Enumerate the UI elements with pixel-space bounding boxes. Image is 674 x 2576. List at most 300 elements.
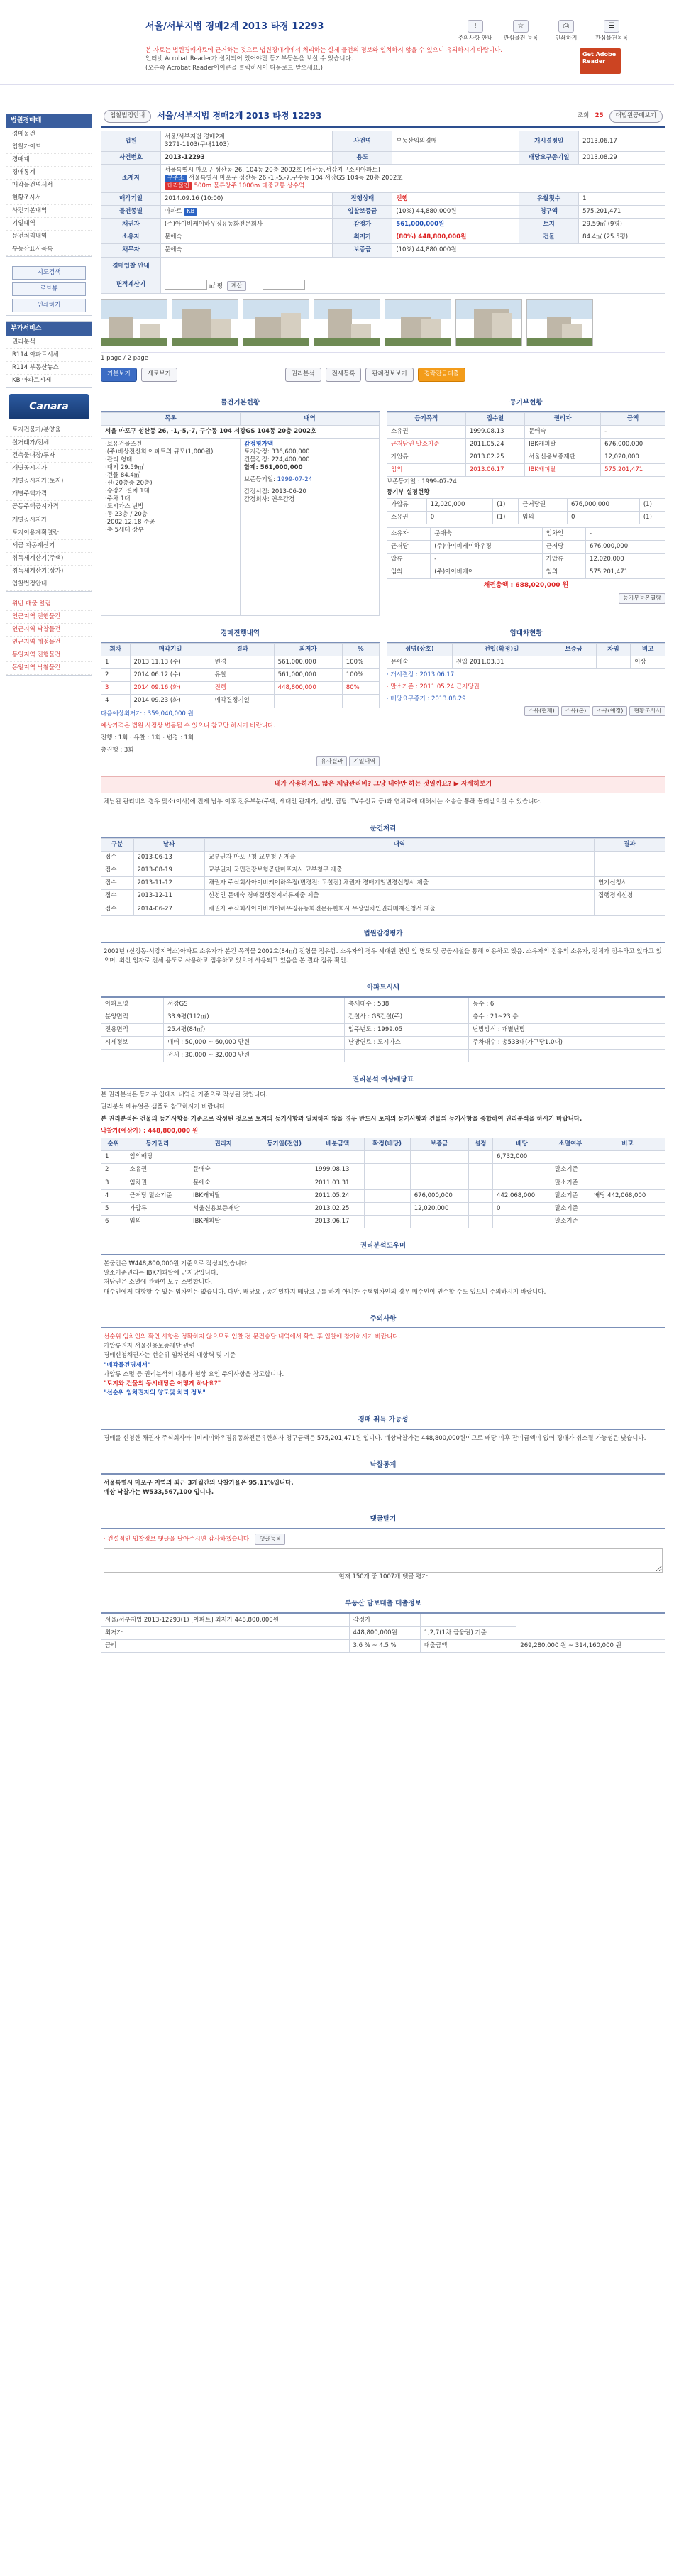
property-table: 목록 내역 서울 마포구 성산동 26, -1,-5,-7, 구수동 104 서강GS 104동 20층 2002호 ·보유건물조건 ·(주)비상전신희 아파트의 규모(1,000원) ·관리 형태 ·대지 29.59㎡ ·건물 84.4㎡ ·신(20층중 20층) ·승강기 설치 1대 ·주차 1대 ·도시가스 난방 ·동 23층 / 20층 ·2002.12.18 준공 ·총 5세대 장부 감정평가액 토지감정: 336,600,000 건물감정: 224,400,000 합계: 561,000,000 보존등기일: 1999-07-24 감정시점: 2013-06-20 감정회사: 연우감정 [101,412,380,616]
similar-results-button[interactable]: 유사결과 [316,756,347,766]
canara-logo[interactable]: Canara [9,394,89,419]
table-cell: 말소기준 [551,1164,590,1177]
registry-party-row [387,528,665,541]
column-header: 등기권리 [126,1138,189,1151]
sidebar-item[interactable]: 건축물대장/투자 [6,450,92,463]
sidebar-map-buttons [6,263,92,316]
table-cell: 분양면적 [101,1011,164,1023]
table-cell [101,1049,164,1062]
sidebar-item[interactable]: 권리분석 [6,336,92,349]
table-cell: 근저당 [542,541,585,554]
table-cell: 3.6 % ~ 4.5 % [349,1639,420,1652]
analysis-line: 본물건은 ₩448,800,000원 기준으로 작성되었습니다. [104,1260,249,1268]
table-cell: 임의 [126,1215,189,1228]
sidebar-item[interactable]: 인근지역 예정물건 [6,637,92,649]
column-header: 구분 [101,839,134,852]
sidebar-extra-section: 부가서비스 권리분석 R114 아파트시세 R114 부동산뉴스 KB 아파트시세 [6,321,92,388]
table-cell: 4 [101,695,131,708]
sidebar-item[interactable]: 위반 매물 알림 [6,598,92,611]
column-header: 비고 [631,644,665,656]
adobe-reader-button[interactable]: Get Adobe Reader [580,48,621,74]
sidebar-item[interactable]: 실거래가/전세 [6,437,92,450]
table-cell: (1) [493,499,519,512]
document-table [101,838,665,915]
table-cell: 말소기준 [551,1215,590,1228]
table-cell: IBK캐피탈 [525,438,601,451]
table-cell: 임의 [387,464,466,477]
table-cell [596,656,631,669]
registry-summary-row [387,512,665,524]
sidebar-item[interactable]: 토지건물가/분양율 [6,424,92,437]
property-photo[interactable] [314,299,380,346]
property-line: ·건물 84.4㎡ [105,472,140,480]
deposit: (10%) 44,880,000원 [392,206,519,219]
table-cell: 서울신용보증재단 [189,1202,258,1215]
sidebar-item[interactable]: 개별공시지가(토지) [6,475,92,488]
sidebar-item[interactable]: 인근지역 낙찰물건 [6,624,92,637]
table-cell: 난방방식 : 개별난방 [469,1023,665,1036]
sidebar-tools [6,424,92,592]
registry-row [387,464,665,477]
precedent-button[interactable]: 판례정보보기 [365,368,413,381]
column-header: 보증금 [551,644,596,656]
property-line: ·2002.12.18 준공 [105,519,155,527]
table-cell: 전입 2011.03.31 [452,656,551,669]
table-cell [594,852,665,864]
table-cell: 가압류 [126,1202,189,1215]
registry-summary-row [387,499,665,512]
pyeong-input[interactable] [263,280,305,290]
apt-price-row [101,1036,665,1049]
comment-title: 댓글달기 [101,1512,665,1529]
sidebar-item[interactable]: 현황조사서 [6,192,92,205]
side-print-button[interactable]: 인쇄하기 [12,299,86,312]
table-cell: 신청인 문애숙 경매집행정지서류제출 제출 [204,890,594,903]
column-header: 권리자 [189,1138,258,1151]
table-cell: 진행 [211,682,274,695]
registry-party-row [387,566,665,579]
table-cell: 2 [101,1164,126,1177]
table-cell: 문애숙 [431,528,542,541]
star-icon: ☆ [513,20,529,33]
table-cell: IBK캐피탈 [525,464,601,477]
property-photo[interactable] [172,299,238,346]
table-cell: - [601,425,665,438]
table-cell: 2 [101,669,131,682]
table-cell [364,1215,410,1228]
info-icon: ! [468,20,483,33]
table-cell: 0 [567,512,639,524]
calc-button[interactable]: 계산 [227,281,246,291]
column-header: 전입(확정)일 [452,644,551,656]
table-cell: 이상 [631,656,665,669]
registry-row [387,425,665,438]
table-cell: 말소기준 [551,1177,590,1189]
registry-parties-table [387,527,665,579]
table-cell: 575,201,471 [586,566,665,579]
page-title: 서울/서부지법 경매2계 2013 타경 12293 [145,21,324,32]
table-cell: 근저당권 [519,499,568,512]
sidebar-item[interactable]: 입찰법정안내 [6,578,92,591]
column-header: 날짜 [133,839,204,852]
table-cell: 최저가 [101,1626,350,1639]
apt-price-table [101,998,665,1062]
table-cell [493,1164,551,1177]
table-cell: 유찰 [211,669,274,682]
property-line: ·신(20층중 20층) [105,480,153,488]
table-cell: 소유권 [387,425,466,438]
sidebar-item[interactable]: 기일내역 [6,218,92,231]
table-cell: (주)아이비케이하우징 [431,541,542,554]
table-cell: 676,000,000 [586,541,665,554]
table-cell: 12,020,000 [426,499,492,512]
table-cell [420,1614,516,1626]
table-cell: (주)아이비케이 [431,566,542,579]
table-cell: 676,000,000 [601,438,665,451]
history-row [101,669,380,682]
table-cell: 감정가 [349,1614,420,1626]
table-cell [468,1164,493,1177]
table-cell: 0 [493,1202,551,1215]
table-cell: 6 [101,1215,126,1228]
deposit-rate: (10%) 44,880,000원 [392,244,665,257]
table-cell: 가압류 [542,554,585,566]
comment-input[interactable] [104,1548,663,1573]
sidebar-item[interactable]: 세금 자동계산기 [6,540,92,553]
table-cell [364,1189,410,1202]
registry-party-row [387,541,665,554]
rights-analysis-button[interactable]: 권리분석 [285,368,321,381]
table-cell [590,1164,665,1177]
table-cell: 4 [101,1189,126,1202]
table-cell: 교부권자 마포구청 교부청구 제출 [204,852,594,864]
address-old: 서울특별시 마포구 성산동 26 -1,-5,-7,구수동 104 서강GS 104동 20층 2002호 [188,175,403,182]
table-cell: 동수 : 6 [469,998,665,1011]
comment-register-button[interactable]: 댓글등록 [255,1534,285,1545]
table-cell [468,1151,493,1164]
tenant-table [387,643,665,669]
sidebar-item[interactable]: 동일지역 진행물건 [6,649,92,662]
distribution-row [101,1215,665,1228]
schedule-button[interactable]: 기일내역 [349,756,380,766]
registry-row [387,451,665,463]
property-photo[interactable] [243,299,309,346]
table-cell: 2013-11-12 [133,877,204,890]
sidebar-item[interactable]: 매각물건명세서 [6,180,92,192]
table-cell: 448,800,000 [274,682,342,695]
tenant-action-button[interactable]: 현황조사서 [629,706,665,716]
table-cell: 임의 [519,512,568,524]
address: 서울특별시 마포구 성산동 26, 104동 20층 2002호 (성산동,서강지구소시아파트) [165,167,380,175]
table-cell: 가압류 [387,499,427,512]
table-cell: 2011.03.31 [311,1177,364,1189]
table-cell: 6,732,000 [493,1151,551,1164]
case-info-table: 법원 서울/서부지법 경매2계 3271-1103(구내1103) 사건명 부동산임의경매 개시결정일 2013.06.17 사건번호 2013-12293 용도 배당요구종기일 2013.08.29 소재지 서울특별시 마포구 성산동 26, 104동 20층 2002호 (성산동,서강지구소시아파트) 구주소 서울특별시 마포구 성산동 26 -1,-5,-7,구수동 104 서강GS 104동 20층 2002호 매각물건 500m 물류창주 1000m 대중교통 상수역 매각기일 2014.09.16 (10:00) 진행상태 진행 유찰횟수 1 물건종별 아파트 KB 입찰보증금 (10%) 44,880,000원 청구액 575,201,471 채권자 (주)아이비케이하우징유동화전문회사 감정가 561,000,000원 토지 29.59㎡ (9평) 소유자 문애숙 최저가 (80%) 448,800,000원 건물 84.4㎡ (25.5평) 채무자 문애숙 보증금 (10%) 44,880,000원 경매입찰 안내 면적계산기 ㎡ 평 계산 [101,131,665,294]
table-cell [551,656,596,669]
sidebar-item[interactable]: 경매물건 [6,128,92,141]
table-cell: 입주년도 : 1999.05 [344,1023,468,1036]
table-cell [594,864,665,877]
rights-note: 본 권리분석은 등기부 입대자 내역을 기준으로 작성된 것입니다. [101,1091,268,1099]
sidebar-item[interactable]: 동일지역 낙찰물건 [6,662,92,675]
table-cell [342,695,379,708]
column-header: 소멸여부 [551,1138,590,1151]
registry-table [387,412,665,477]
table-cell: 근저당 [387,541,431,554]
case-number: 2013-12293 [161,152,333,165]
table-cell: 임차인 [542,528,585,541]
table-cell: 1 [101,1151,126,1164]
document-title: 문건처리 [101,821,665,838]
table-cell: 건설사 : GS건설(주) [344,1011,468,1023]
tag-red: 매각물건 [165,182,192,189]
apt-price-row [101,998,665,1011]
jeonse-button[interactable]: 전세등록 [326,368,362,381]
table-cell [344,1049,468,1062]
table-cell: 561,000,000 [274,669,342,682]
action-bar [101,365,665,385]
tenant-action-button[interactable]: 소유(현재) [524,706,559,716]
arrears-warning[interactable]: 내가 사용하지도 않은 체납관리비? 그냥 내야만 하는 것일까요? ▶ 자세히보기 [101,776,665,793]
table-cell: 근저당 말소기준 [126,1189,189,1202]
table-cell: 총세대수 : 538 [344,998,468,1011]
bid-stats-title: 낙찰통계 [101,1458,665,1475]
sidebar-item[interactable]: 토지이용계획열람 [6,527,92,540]
table-cell: 임차권 [126,1177,189,1189]
history-row [101,682,380,695]
table-cell: 2011.05.24 [465,438,524,451]
table-cell: 매매 : 50,000 ~ 60,000 만원 [164,1036,345,1049]
table-cell: 448,800,000원 [349,1626,420,1639]
table-cell: 25.4평(84㎡) [164,1023,345,1036]
header-notice: 본 자료는 법원경매자료에 근거하는 것으로 법원경매계에서 처리하는 실제 물건의 정보와 일치하지 않을 수 있으니 유의하시기 바랍니다. 인터넷 Acrobat Reader가 설치되어 있어야만 등기부등본을 보실 수 있습니다. (오른쪽 Acrobat Reader아이콘을 클릭하시어 다운로드 받으세요.) [145,47,503,72]
column-header: 내역 [204,839,594,852]
tenant-action-button[interactable]: 소유(본) [561,706,590,716]
sidebar-item[interactable]: 개별공시지가 [6,463,92,475]
arrears-text: 체납된 관리비의 경우 맞소(이사)에 전제 납부 이후 전유부분(주택, 세대인 관계가, 난방, 급탕, TV수신료 등)과 연체료에 대해서는 소송을 통해 돌려받으실 수 있습니다. [104,798,542,805]
column-header: 매각기일 [130,644,211,656]
table-cell: 561,000,000 [274,656,342,669]
property-line: ·(주)비상전신희 아파트의 규모(1,000원) [105,448,214,456]
deadline: 2013.08.29 [579,152,665,165]
table-cell: 가압류 [387,451,466,463]
property-title: 물건기본현황 [101,395,380,412]
appraisal-title: 법원감정평가 [101,926,665,943]
table-cell [410,1151,468,1164]
print-button[interactable]: ⎙ 인쇄하기 [546,20,586,42]
table-cell [258,1177,311,1189]
apt-price-row [101,1011,665,1023]
sidebar-item[interactable]: 문건처리내역 [6,231,92,243]
table-cell: 12,020,000 [586,554,665,566]
caution-button[interactable]: ! 주의사항 안내 [455,20,495,42]
roadview-button[interactable]: 로드뷰 [12,282,86,296]
watch-register-button[interactable]: ☆ 관심물건 등록 [501,20,541,42]
loan-table [101,1614,665,1653]
map-search-button[interactable]: 지도검색 [12,266,86,280]
property-photo[interactable] [455,299,522,346]
sidebar-item[interactable]: 취득세계산기(상가) [6,566,92,578]
sidebar-item[interactable]: 입찰가이드 [6,141,92,154]
list-icon: ☰ [604,20,619,33]
distribution-row [101,1164,665,1177]
table-cell: 2013-08-19 [133,864,204,877]
column-header: 설정 [468,1138,493,1151]
column-header: 회차 [101,644,131,656]
table-cell: 33.9평(112㎡) [164,1011,345,1023]
table-cell: 3 [101,682,131,695]
property-photo[interactable] [526,299,593,346]
minimum: (80%) 448,800,000원 [392,231,519,244]
column-header: 배당 [493,1138,551,1151]
table-cell [364,1151,410,1164]
table-cell: 교부권자 국민건강보험공단마포지사 교부청구 제출 [204,864,594,877]
table-cell [258,1164,311,1177]
table-cell: 층수 : 21~23 층 [469,1011,665,1023]
loan-row [101,1626,665,1639]
table-cell: IBK캐피탈 [189,1215,258,1228]
column-header: 비고 [590,1138,665,1151]
column-header: 결과 [211,644,274,656]
table-cell: 1999.08.13 [311,1164,364,1177]
table-cell: 0 [426,512,492,524]
table-cell: 말소기준 [551,1189,590,1202]
distribution-row [101,1189,665,1202]
table-cell: 2014.09.16 (화) [130,682,211,695]
event-name: 부동산임의경매 [392,131,519,152]
table-cell: 채권자 주식회사아이비케이하우징(변경전: 고설진) 채권자 경매기일변경신청서 제출 [204,877,594,890]
sidebar-item[interactable]: 취득세계산기(주택) [6,553,92,566]
table-cell [364,1202,410,1215]
sidebar-item[interactable]: 경매통계 [6,167,92,180]
table-cell [410,1164,468,1177]
table-cell: 말소기준 [551,1202,590,1215]
rights-note: 본 권리분석은 건물의 등기사항을 기준으로 작성된 것으로 토지의 등기사항과 일치하지 않을 경우 반드시 토지의 등기사항과 건물의 등기사항을 종합하여 권리분석을 하시기 바랍니다. [101,1116,582,1123]
building-area: 84.4㎡ (25.5평) [579,231,665,244]
addr-tag: 구주소 [165,175,187,182]
table-cell: 2013.11.13 (수) [130,656,211,669]
watch-list-button[interactable]: ☰ 관심물건목록 [592,20,631,42]
table-cell: 서울/서부지법 2013-12293(1) [아파트] 최저가 448,800,000원 [101,1614,350,1626]
sidebar-item[interactable]: R114 부동산뉴스 [6,362,92,375]
sidebar-item[interactable]: KB 아파트시세 [6,375,92,387]
table-cell: - [431,554,542,566]
analysis-line: 저당권은 소멸에 관하여 모두 소멸합니다. [104,1279,213,1287]
sidebar-item[interactable]: R114 아파트시세 [6,349,92,362]
sidebar-item[interactable]: 경매계 [6,154,92,167]
table-cell: (1) [493,512,519,524]
table-cell [258,1189,311,1202]
court-name: 서울/서부지법 경매2계 [165,133,225,141]
table-cell: 임의 [387,566,431,579]
table-cell [469,1049,665,1062]
main-content: 입찰법정안내 서울/서부지법 경매2계 2013 타경 12293 조회 : 25 대법원공매보기 법원 서울/서부지법 경매2계 3271-1103(구내1103) 사건명 부동산임의경매 개시결정일 2013.06.17 사건번호 2013-12293 용도 배당요구종기일 2013.08.29 소재지 서울특별시 마포구 성산동 26, 104동 20층 2002호 (성산동,서강지구소시아파트) 구주소 서울특별시 마포구 성산동 26 -1,-5,-7,구수동 104 서강GS 104동 20층 2002호 매각물건 500m 물류창주 1000m 대중교통 상수역 매각기일 2014.09.16 (10:00) 진행상태 진행 유찰횟수 1 물건종별 아파트 KB 입찰보증금 (10%) 44,880,000원 청구액 575,201,471 채권자 (주)아이비케이하우징유동화전문회사 감정가 561,000,000원 토지 29.59㎡ (9평) 소유자 문애숙 최저가 (80%) 448,800,000원 건물 84.4㎡ (25.5평) 채무자 문애숙 보증금 (10%) 44,880,000원 경매입찰 안내 면적계산기 ㎡ 평 계산 1 page / 2 page 기본보기 세로보기 권리분석 전세등록 판례정보보기 경락잔금대출 물건기본현황 목록 내역 서울 마포구 성산동 26, -1,-5,-7, 구수동 104 서강GS 104동 20층 2002호 ·보유건물조건 ·(주)비상전신희 아파트의 규모(1,000원) ·관리 형태 ·대지 29.59㎡ ·건물 84.4㎡ ·신(20층중 20층) ·승강기 설치 1대 ·주차 1대 ·도시가스 난방 ·동 23층 / 20층 ·2002.12.18 준공 ·총 5세대 장부 감정평가액 토지감정: 336,600,000 건물감정: 224,400,000 합계: 561,000,000 보존등기일: 1999-07-24 감정시점: 2013-06-20 감정회사: 연우감정 등기부현황 등기목적 접수일 권리자 금액 소유권 1999.08.13 문애숙 - 근저당권 말소기준 2011.05.24 IBK캐피탈 676,000,000 가압류 2013.02.25 서울신용보증재단 12,020,000 임의 2013.06.17 IBK캐피탈 575,201,471 보존등기일 : 1999-07-24 등기부 설정현황 가압류 12,020,000 (1) 근저당권 676,000,000 (1) 소유권 0 (1) 임의 0 (1) 소유자 문애숙 임차인 - 근저당 (주)아이비케이하우징 근저당 676,000,000 압류 - 가압류 12,020,000 임의 (주)아이비케이 임의 575,201,471 채권총액 : 688,020,000 원 등기부등본열람 경매진행내역 회차 매각기일 결과 최저가 % 1 2013.11.13 (수) 변경 561,000,000 100% 2 2014.06.12 (수) 유찰 561,000,000 100% 3 2014.09.16 (화) 진행 448,800,000 80% 4 2014.09.23 (화) 매각결정기일 다음예상최저가 : 359,040,000 원 예상가격은 법원 사정상 변동될 수 있으니 참고만 하시기 바랍니다. 진행 : 1회 · 유찰 : 1회 · 변경 : 1회 총진행 : 3회 유사결과 기일내역 임대차현황 성명(상호) 전입(확정)일 보증금 차임 비고 문애숙 전입 2011.03.31 이상 · 개시결정 : 2013.06.17 · 말소기준 : 2011.05.24 근저당권 · 배당요구종기 : 2013.08.29 소유(현재) 소유(본) 소유(예정) 현황조사서 내가 사용하지도 않은 체납관리비? 그냥 내야만 하는 것일까요? ▶ 자세히보기 체납된 관리비의 경우 맞소(이사)에 전제 납부 이후 전유부분(주택, 세대인 관계가, 난방, 급탕, TV수신료 등)과 연체료에 대해서는 소송을 통해 돌려받으실 수 있습니다. 문건처리 구분 날짜 내역 결과 접수 2013-06-13 교부권자 마포구청 교부청구 제출 접수 2013-08-19 교부권자 국민건강보험공단마포지사 교부청구 제출 접수 2013-11-12 채권자 주식회사아이비케이하우징(변경전: 고설진) 채권자 경매기일변경신청서 제출 연기신청서 접수 2013-12-11 신청인 문애숙 경매집행정지서류제출 제출 집행정지신청 접수 2014-06-27 채권자 주식회사아이비케이하우징유동화전문유한회사 무상임차인권리배제신청서 제출 법원감정평가 2002년 (신정동-서강지역소)아파트 소유자가 본건 목적물 2002호(84㎡) 전형물 점유함. 소유자의 경우 세대원 연안 앞 명도 및 공공시설을 통해 이용하고 있음. 소유자의 점유의 소유자, 전체가 점유하고 있다고 있으며, 최선 입자로 전세 용도로 사용하고 점유하고 있으며 사용되고 있음을 본 결과 점유 확인. 아파트시세 아파트명 서강GS 총세대수 : 538 동수 : 6 분양면적 33.9평(112㎡) 건설사 : GS건설(주) 층수 : 21~23 층 전용면적 25.4평(84㎡) 입주년도 : 1999.05 난방방식 : 개별난방 시세정보 매매 : 50,000 ~ 60,000 만원 난방연료 : 도시가스 주차대수 : 총533대(가구당1.0대) 전세 : 30,000 ~ 32,000 만원 권리분석 예상배당표 본 권리분석은 등기부 입대자 내역을 기준으로 작성된 것입니다. 권리분석 매뉴얼은 샘플로 참고하시기 바랍니다. 본 권리분석은 건물의 등기사항을 기준으로 작성된 것으로 토지의 등기사항과 일치하지 않을 경우 반드시 토지의 등기사항과 건물의 등기사항을 종합하여 권리분석을 하시기 바랍니다. 낙찰가(예상가) : 448,800,000 원 순위 등기권리 권리자 등기일(전입) 배분금액 확정(배당) 보증금 설정 배당 소멸여부 비고 1 임의배당 6,732,000 2 소유권 문애숙 1999.08.13 말소기준 3 임차권 문애숙 2011.03.31 말소기준 4 근저당 말소기준 IBK캐피탈 2011.05.24 676,000,000 442,068,000 말소기준 배당 442,068,000 5 가압류 서울신용보증재단 2013.02.25 12,020,000 0 말소기준 6 임의 IBK캐피탈 2013.06.17 말소기준 권리분석도우미 본물건은 ₩448,800,000원 기준으로 작성되었습니다. 말소기준권리는 IBK캐피탈에 근저당입니다. 저당권은 소멸에 관하여 모두 소멸합니다. 매수인에게 대항할 수 있는 임차인은 없습니다. 다만, 배당요구종기일까지 배당요구를 하지 아니한 주택임차인의 경우 매수인이 인수할 수도 있으니 주의하시기 바랍니다. 주의사항 선순위 임차인의 확인 사항은 정확하지 않으므로 입찰 전 문건송달 내역에서 확인 후 입찰에 참가하시기 바랍니다. 가압류권자 서울신용보증재단 관련 경매신청채권자는 선순위 임차인의 대항력 및 기준 "매각물건명세서" 가압류 소멸 등 권리분석의 내용과 현상 요인 주의사항을 참고합니다. "토지와 건물의 동시배당은 어떻게 하나요?" "선순위 임차권자의 양도및 처리 정보" 경매 취득 가능성 경매를 신청한 채권자 주식회사아이비케이하우징유동화전문유한회사 청구금액은 575,201,471원 입니다. 예상낙찰가는 448,800,000원이므로 배당 이후 잔여금액이 없어 경매가 취소될 가능성은 낮습니다. 낙찰통계 서울특별시 마포구 지역의 최근 3개월간의 낙찰가율은 95.11%입니다. 예상 낙찰가는 ₩533,567,100 입니다. 댓글달기 · 건설적인 입찰정보 댓글을 달아주시면 감사하겠습니다. 댓글등록 현재 150개 중 1007개 댓글 평가 부동산 담보대출 대출정보 서울/서부지법 2013-12293(1) [아파트] 최저가 448,800,000원 감정가 최저가 448,800,000원 1,2,7(1차 금융권) 기준 금리 3.6 % ~ 4.5 % 대출금액 269,280,000 원 ~ 314,160,000 원 [101,106,665,1653]
auction-history-title: 경매진행내역 [101,626,380,643]
table-cell: 2013.02.25 [465,451,524,463]
table-cell: 80% [342,682,379,695]
table-cell: 근저당권 말소기준 [387,438,466,451]
table-cell: 접수 [101,864,134,877]
table-cell: 문애숙 [189,1164,258,1177]
cancel-possibility-text: 경매를 신청한 채권자 주식회사아이비케이하우징유동화전문유한회사 청구금액은 575,201,471원 입니다. 예상낙찰가는 448,800,000원이므로 배당 이후 잔여금액이 없어 경매가 취소될 가능성은 낮습니다. [104,1434,646,1442]
table-cell [364,1164,410,1177]
table-cell: 변경 [211,656,274,669]
analysis-line: 매수인에게 대항할 수 있는 임차인은 없습니다. 다만, 배당요구종기일까지 배당요구를 하지 아니한 주택임차인의 경우 매수인이 인수할 수도 있으니 주의하시기 바랍니다. [104,1288,546,1296]
document-row [101,877,665,890]
table-cell: 대출금액 [420,1639,516,1652]
table-cell: 소유자 [387,528,431,541]
sidebar-court-section: 법원경매매 경매물건 입찰가이드 경매계 경매통계 매각물건명세서 현황조사서 사건기본내역 기일내역 문건처리내역 부동산표시목록 [6,114,92,257]
table-cell: 소유권 [387,512,427,524]
table-cell [493,1177,551,1189]
registry-view-button[interactable]: 등기부등본열람 [619,593,665,603]
appraisal: 561,000,000원 [392,219,519,231]
table-cell: 소유권 [126,1164,189,1177]
property-photo[interactable] [385,299,451,346]
table-cell: 2013.06.17 [465,464,524,477]
cancel-possibility-title: 경매 취득 가능성 [101,1412,665,1429]
supreme-court-button[interactable]: 대법원공매보기 [609,110,663,122]
sidebar-item[interactable]: 공동주택공시가격 [6,501,92,514]
photo-pager[interactable]: 1 page / 2 page [101,355,148,363]
basic-view-button[interactable]: 기본보기 [101,368,137,381]
table-cell: 금리 [101,1639,350,1652]
sidebar-item[interactable]: 사건기본내역 [6,205,92,218]
usage: 아파트 [165,208,182,216]
tenant-action-button[interactable]: 소유(예정) [592,706,627,716]
property-photo[interactable] [101,299,167,346]
history-row [101,656,380,669]
document-row [101,890,665,903]
court-guide-button[interactable]: 입찰법정안내 [104,110,151,122]
table-cell: 2014.09.23 (화) [130,695,211,708]
table-cell [590,1202,665,1215]
tenant-row [387,656,665,669]
table-cell [311,1151,364,1164]
printer-icon: ⎙ [558,20,574,33]
column-header: % [342,644,379,656]
sidebar-item[interactable]: 인근지역 진행물건 [6,611,92,624]
table-cell: 676,000,000 [567,499,639,512]
table-cell: - [586,528,665,541]
table-cell: IBK캐피탈 [189,1189,258,1202]
table-cell: 1999.08.13 [465,425,524,438]
sidebar-item[interactable]: 개별주택가격 [6,488,92,501]
vertical-view-button[interactable]: 세로보기 [141,368,177,381]
column-header: 접수일 [465,412,524,425]
table-cell [594,903,665,915]
photo-strip [101,294,665,353]
table-cell: 문애숙 [189,1177,258,1189]
table-cell: 2013.06.17 [311,1215,364,1228]
table-cell [590,1177,665,1189]
sidebar [6,114,92,681]
analysis-line: 말소기준권리는 IBK캐피탈에 근저당입니다. [104,1270,219,1277]
rights-note: 권리분석 매뉴얼은 샘플로 참고하시기 바랍니다. [101,1103,227,1111]
table-cell: 12,020,000 [601,451,665,463]
column-header: 배분금액 [311,1138,364,1151]
sidebar-item[interactable]: 부동산표시목록 [6,243,92,256]
loan-button[interactable]: 경락잔금대출 [418,368,465,381]
sidebar-item[interactable]: 개별공시지가 [6,514,92,527]
table-cell: 압류 [387,554,431,566]
table-cell: 전용면적 [101,1023,164,1036]
table-cell: 2013-12-11 [133,890,204,903]
table-cell [590,1151,665,1164]
property-address: 서울 마포구 성산동 26, -1,-5,-7, 구수동 104 서강GS 104동 20층 2002호 [101,425,380,438]
property-line: ·총 5세대 장부 [105,527,144,534]
area-input[interactable] [165,280,207,290]
